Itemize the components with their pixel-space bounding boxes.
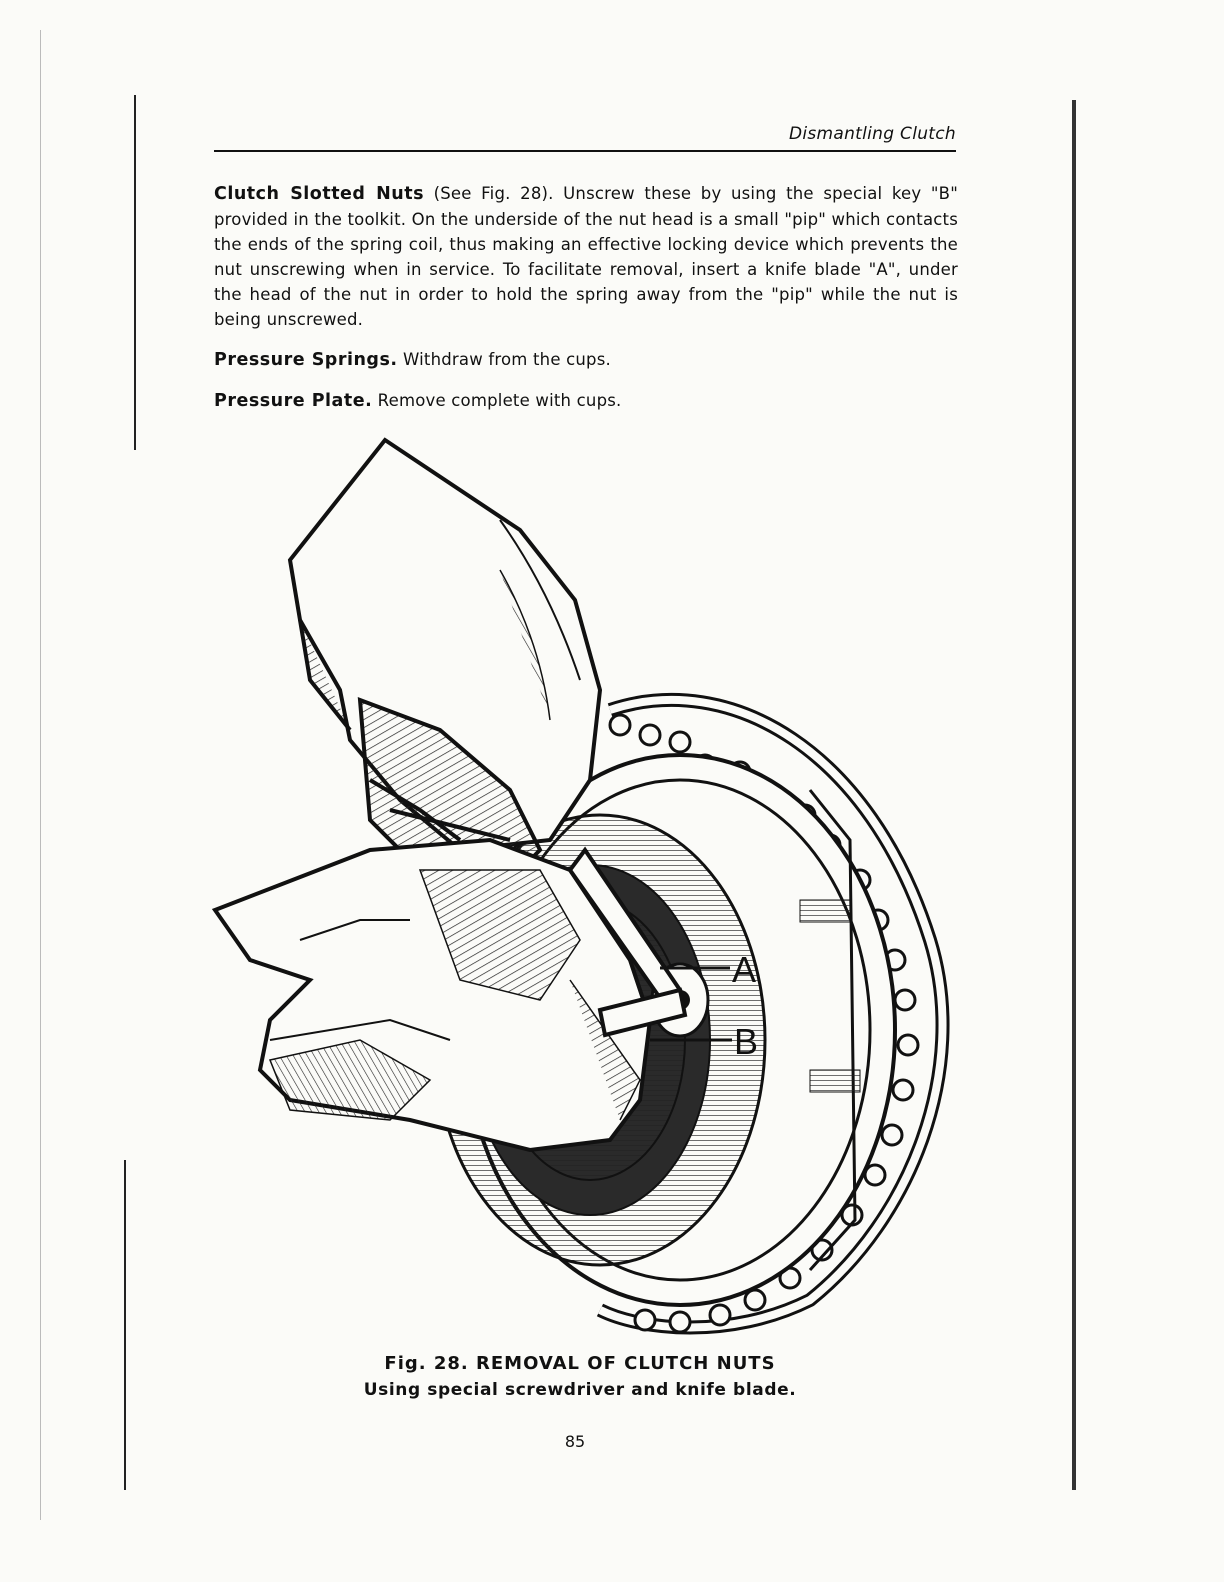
- header-rule: [214, 150, 956, 152]
- clutch-illustration: [210, 420, 970, 1340]
- figure-caption-subtitle: Using special screwdriver and knife blade.: [363, 1380, 797, 1400]
- running-head: Dismantling Clutch: [788, 124, 956, 144]
- text-pressure-springs: Withdraw from the cups.: [397, 350, 611, 369]
- heading-clutch-slotted-nuts: Clutch Slotted Nuts: [214, 184, 425, 204]
- paragraph-pressure-springs: [214, 347, 958, 373]
- scan-edge-far-left: [40, 30, 41, 1520]
- text-clutch-slotted-nuts: (See Fig. 28). Unscrew these by using the special key "B" provided in the toolkit. On the underside of the nut head is a small "pip" which contacts the ends of the spring coil, thus making an effective locking device which prevents the nut unscrewing when in service. To facilitate removal, insert a knife blade "A", under the head of the nut in order to hold the spring away from the "pip" while the nut is being unscrewed.: [214, 184, 958, 329]
- callout-a: A: [732, 949, 757, 990]
- heading-pressure-plate: Pressure Plate.: [214, 391, 373, 411]
- heading-pressure-springs: Pressure Springs.: [214, 350, 398, 370]
- text-pressure-plate: Remove complete with cups.: [372, 391, 622, 410]
- paragraph-pressure-plate: [214, 388, 958, 414]
- paragraph-clutch-slotted-nuts: [214, 181, 958, 332]
- scan-edge-left: [134, 95, 136, 450]
- callout-b: B: [734, 1021, 759, 1062]
- page-number: 85: [564, 1432, 586, 1451]
- figure-caption-title: Fig. 28. REMOVAL OF CLUTCH NUTS: [384, 1353, 776, 1374]
- scan-edge-right: [1072, 100, 1076, 1490]
